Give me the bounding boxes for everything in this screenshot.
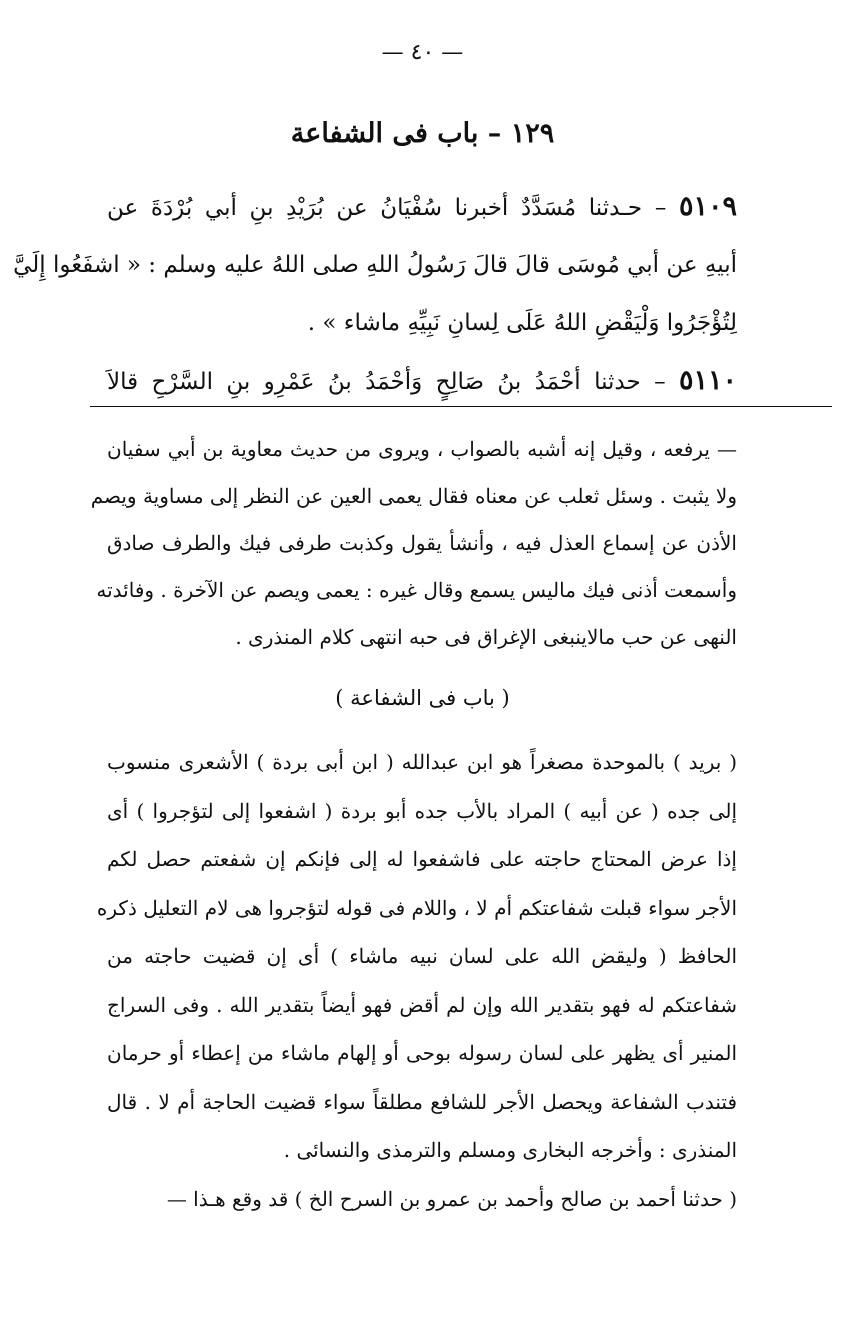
commentary-line: المنير أى يظهر على لسان رسوله بوحى أو إلهام ماشاء من إعطاء أو حرمان xyxy=(107,1041,737,1065)
page-number: — ٤٠ — xyxy=(381,40,464,65)
hadith-line-text: – حـدثنا مُسَدَّدٌ أخبرنا سُفْيَانُ عن بُرَيْدِ بنِ أبي بُرْدَةَ عن xyxy=(107,195,679,221)
hadith-line xyxy=(107,178,737,236)
commentary-line: إلى جده ( عن أبيه ) المراد بالأب جده أبو بردة ( اشفعوا إلى لتؤجروا ) أى xyxy=(107,798,737,823)
hadith-text xyxy=(13,178,737,410)
commentary-line: ( حدثنا أحمد بن صالح وأحمد بن عمرو بن السرح الخ ) قد وقع هـذا — xyxy=(166,1186,737,1211)
hadith-number: ٥١١٠ xyxy=(678,365,737,396)
footnote-divider xyxy=(90,406,832,407)
chapter-title: ١٢٩ – باب فى الشفاعة xyxy=(290,118,555,149)
hadith-line-text: لِتُؤْجَرُوا وَلْيَقْضِ اللهُ عَلَى لِسانِ نَبِيِّهِ ماشاء » . xyxy=(307,310,737,336)
hadith-line-text: أبيهِ عن أبي مُوسَى قالَ قالَ رَسُولُ اللهِ صلى اللهُ عليه وسلم : « اشفَعُوا إِلَيَّ xyxy=(13,252,737,278)
commentary-chapter-heading: ( باب فى الشفاعة ) xyxy=(335,686,510,710)
commentary-line: النهى عن حب مالاينبغى الإغراق فى حبه انتهى كلام المنذرى . xyxy=(235,625,737,649)
commentary-body xyxy=(96,738,737,1223)
commentary-line: إذا عرض المحتاج حاجته على فاشفعوا له إلى فإنكم إن شفعتم حصل لكم xyxy=(107,847,737,871)
hadith-line xyxy=(13,236,737,294)
commentary-line: وأسمعت أذنى فيك ماليس يسمع وقال غيره : يعمى ويصم عن الآخرة . وفائدته xyxy=(96,578,737,602)
hadith-number: ٥١٠٩ xyxy=(678,191,737,222)
commentary-line: الأجر سواء قبلت شفاعتكم أم لا ، واللام فى قوله لتؤجروا هى لام التعليل ذكره xyxy=(96,895,737,920)
commentary-line: الأذن عن إسماع العذل فيه ، وأنشأ يقول وكذبت طرفى فيك والطرف صادق xyxy=(107,531,737,555)
commentary-line: ( بريد ) بالموحدة مصغراً هو ابن عبدالله ( ابن أبى بردة ) الأشعرى منسوب xyxy=(107,750,737,774)
commentary-line: ولا يثبت . وسئل ثعلب عن معناه فقال يعمى العين عن النظر إلى مساوية ويصم xyxy=(90,484,737,508)
hadith-line-text: – حدثنا أحْمَدُ بنُ صَالِحٍ وَأحْمَدُ بنُ عَمْرِو بنِ السَّرْحِ قالاَ xyxy=(107,369,679,395)
commentary-line: — يرفعه ، وقيل إنه أشبه بالصواب ، ويروى من حديث معاوية بن أبي سفيان xyxy=(107,437,737,461)
commentary-line: فتندب الشفاعة ويحصل الأجر للشافع مطلقاً سواء قضيت الحاجة أم لا . قال xyxy=(107,1089,737,1114)
commentary-line: الحافظ ( وليقض الله على لسان نبيه ماشاء ) أى إن قضيت حاجته من xyxy=(107,944,737,968)
hadith-line xyxy=(107,294,737,352)
commentary-line: المنذرى : وأخرجه البخارى ومسلم والترمذى والنسائى . xyxy=(283,1138,737,1162)
commentary-continuation xyxy=(90,426,737,661)
hadith-line xyxy=(107,352,737,410)
commentary-line: شفاعتكم له فهو بتقدير الله وإن لم أقض فهو أيضاً بتقدير الله . وفى السراج xyxy=(107,992,737,1017)
